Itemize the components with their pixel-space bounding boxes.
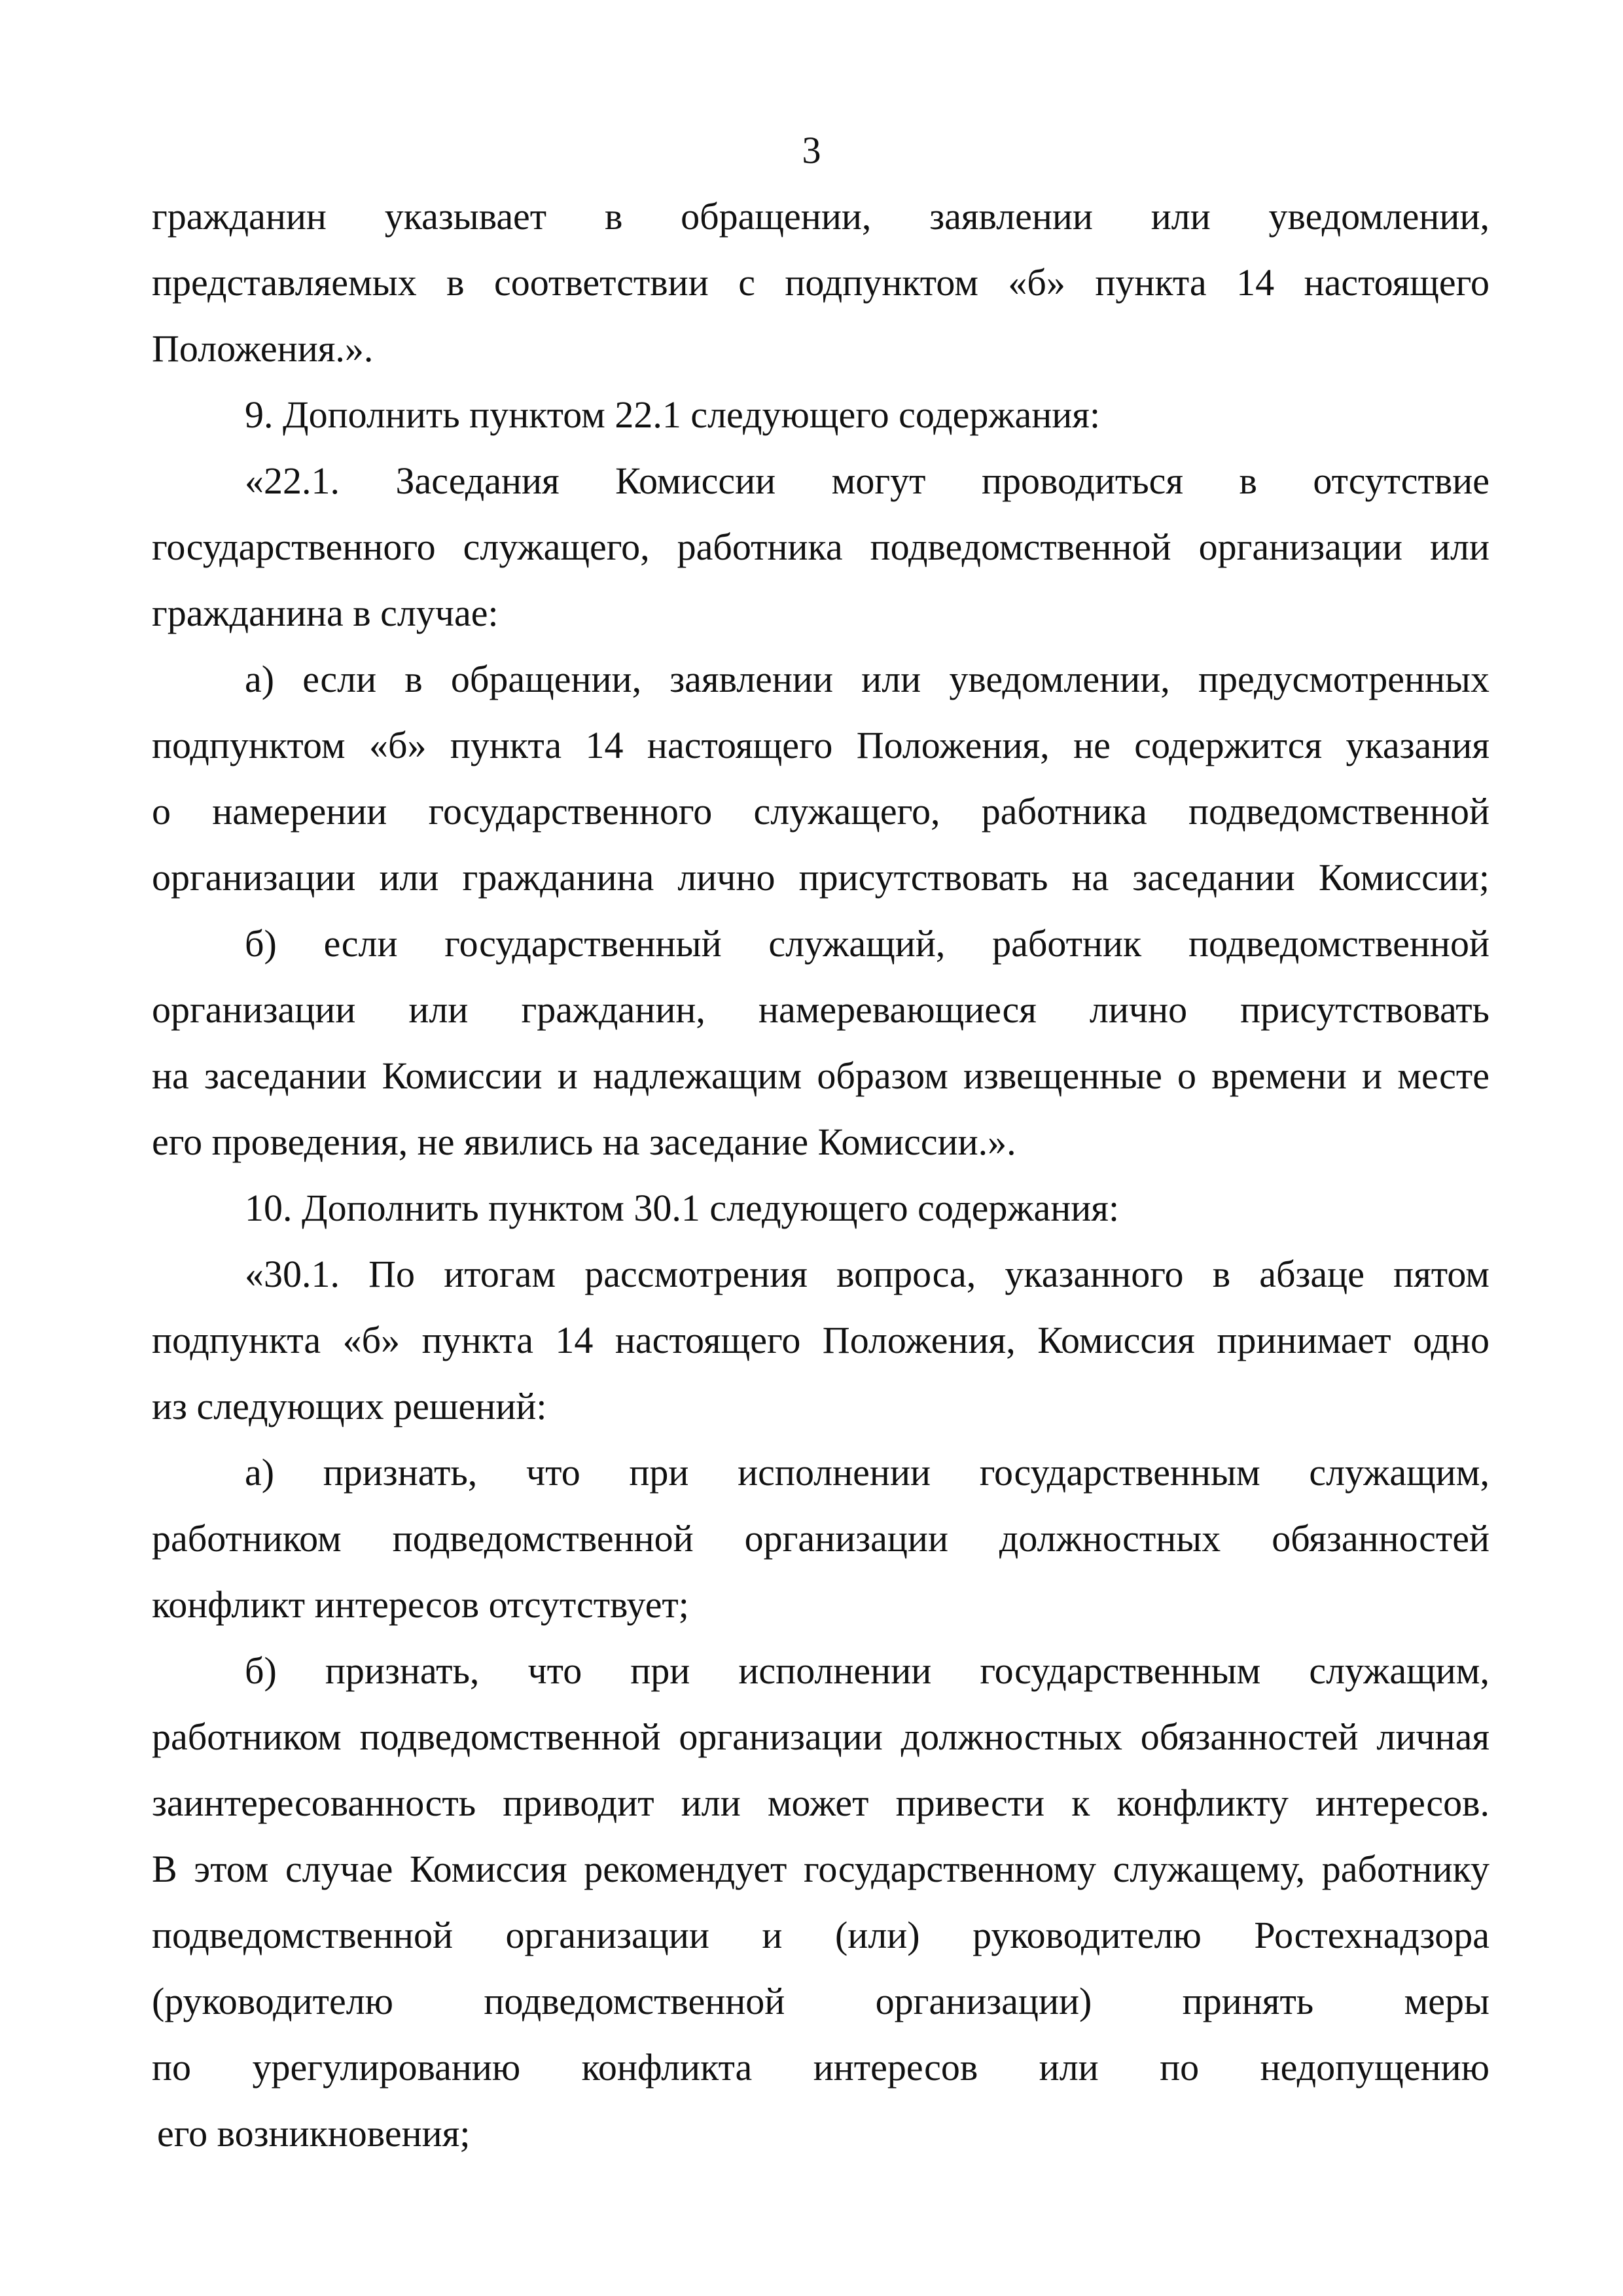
text-line: б) признать, что при исполнении государственным служащим, bbox=[245, 1649, 1489, 1692]
text-line: гражданина в случае: bbox=[152, 592, 499, 634]
text-line: его возникновения; bbox=[157, 2112, 471, 2155]
text-line: заинтересованность приводит или может привести к конфликту интересов. bbox=[152, 1782, 1489, 1824]
text-line: конфликт интересов отсутствует; bbox=[152, 1583, 689, 1626]
text-line: подпунктом «б» пункта 14 настоящего Положения, не содержится указания bbox=[152, 724, 1489, 766]
text-line: б) если государственный служащий, работник подведомственной bbox=[245, 922, 1489, 965]
text-line: по урегулированию конфликта интересов или по недопущению bbox=[152, 2046, 1489, 2089]
text-line: подведомственной организации и (или) руководителю Ростехнадзора bbox=[152, 1914, 1489, 1956]
text-line: организации или гражданин, намеревающиеся лично присутствовать bbox=[152, 988, 1489, 1031]
text-line: «22.1. Заседания Комиссии могут проводиться в отсутствие bbox=[245, 459, 1489, 502]
text-line: представляемых в соответствии с подпунктом «б» пункта 14 настоящего bbox=[152, 261, 1489, 304]
page-number: 3 bbox=[802, 129, 821, 171]
text-line: его проведения, не явились на заседание Комиссии.». bbox=[152, 1121, 1016, 1163]
paragraph-9-heading: 9. Дополнить пунктом 22.1 следующего содержания: bbox=[245, 393, 1101, 436]
text-line: на заседании Комиссии и надлежащим образом извещенные о времени и месте bbox=[152, 1054, 1489, 1097]
text-line: а) если в обращении, заявлении или уведомлении, предусмотренных bbox=[245, 658, 1489, 700]
text-line: государственного служащего, работника подведомственной организации или bbox=[152, 526, 1489, 568]
document-body bbox=[152, 183, 1489, 2166]
text-line: работником подведомственной организации должностных обязанностей личная bbox=[152, 1715, 1489, 1758]
text-line: В этом случае Комиссия рекомендует государственному служащему, работнику bbox=[152, 1848, 1489, 1890]
text-line: Положения.». bbox=[152, 327, 374, 370]
text-line: из следующих решений: bbox=[152, 1385, 547, 1427]
text-line: подпункта «б» пункта 14 настоящего Положения, Комиссия принимает одно bbox=[152, 1319, 1489, 1361]
text-line: (руководителю подведомственной организации) принять меры bbox=[152, 1980, 1489, 2022]
text-line: гражданин указывает в обращении, заявлении или уведомлении, bbox=[152, 195, 1489, 238]
text-line: работником подведомственной организации должностных обязанностей bbox=[152, 1517, 1489, 1560]
text-line: а) признать, что при исполнении государственным служащим, bbox=[245, 1451, 1489, 1494]
text-line: о намерении государственного служащего, работника подведомственной bbox=[152, 790, 1489, 833]
paragraph-10-heading: 10. Дополнить пунктом 30.1 следующего содержания: bbox=[245, 1187, 1120, 1229]
text-line: «30.1. По итогам рассмотрения вопроса, указанного в абзаце пятом bbox=[245, 1253, 1489, 1295]
text-line: организации или гражданина лично присутствовать на заседании Комиссии; bbox=[152, 856, 1489, 899]
